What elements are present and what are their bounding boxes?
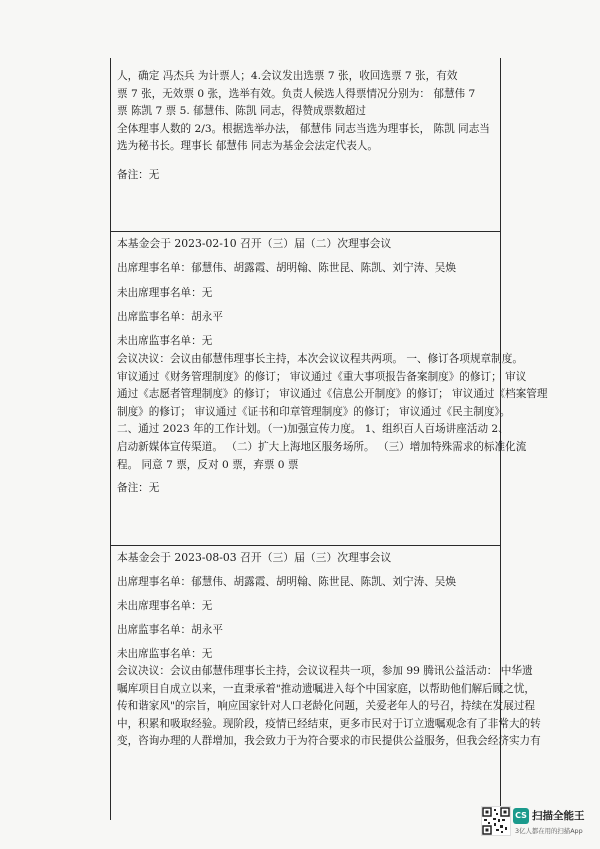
text-line: 变，咨询办理的人群增加，我会致力于为符合要求的市民提供公益服务，但我会经济实力有 [117,735,541,748]
scanner-tagline: 3亿人都在用的扫描App [515,827,583,835]
text-line: 传和谐家风"的宗旨，响应国家针对人口老龄化问题，关爱老年人的号召，持续在发展过程 [117,700,536,713]
text-line: 全体理事人数的 2/3。根据选举办法， 郁慧伟 同志当选为理事长， 陈凯 同志当 [117,122,490,135]
resolution-text [117,351,548,474]
camscanner-logo-icon: CS [513,808,529,824]
text-line: 中，积累和吸取经验。现阶段，疫情已经结束，更多市民对于订立遗嘱观念有了非常大的转 [117,717,541,730]
attending-directors: 出席理事名单：郁慧伟、胡露霞、胡明翰、陈世昆、陈凯、刘宁涛、吴焕 [117,262,456,274]
text-line: 票 陈凯 7 票 5. 郁慧伟、陈凯 同志，得赞成票数超过 [117,105,366,118]
text-line: 嘱库项目自成立以来，一直秉承着"推动遗嘱进入每个中国家庭，以帮助他们解后顾之忧， [117,682,536,695]
row-divider [110,545,500,546]
text-line: 会议决议：会议由郁慧伟理事长主持，本次会议议程共两项。 一、修订各项规章制度。 [117,353,523,365]
resolution-text [117,663,541,751]
text-line: 程。 同意 7 票，反对 0 票，弃票 0 票 [117,458,299,471]
text-line: 制度》的修订； 审议通过《证书和印章管理制度》的修订； 审议通过《民主制度》。 [117,405,511,418]
text-line: 通过《志愿者管理制度》的修订； 审议通过《信息公开制度》的修订； 审议通过《档案管理 [117,388,548,401]
remarks: 备注：无 [117,169,160,181]
text-line: 会议决议：会议由郁慧伟理事长主持，会议议程共一项，参加 99 腾讯公益活动： 中华遗 [117,665,533,677]
row-divider [110,231,500,232]
absent-directors: 未出席理事名单：无 [117,287,213,299]
attending-directors: 出席理事名单：郁慧伟、胡露霞、胡明翰、陈世昆、陈凯、刘宁涛、吴焕 [117,576,456,588]
election-results-text [117,68,498,156]
absent-supervisors: 未出席监事名单：无 [117,335,213,347]
attending-supervisors: 出席监事名单：胡永平 [117,311,223,323]
text-line: 启动新媒体宣传渠道。 （二）扩大上海地区服务场所。 （三）增加特殊需求的标准化流 [117,440,527,453]
meeting-heading: 本基金会于 2023-08-03 召开（三）届（三）次理事会议 [117,551,392,564]
text-line: 人，确定 冯杰兵 为计票人；4.会议发出选票 7 张，收回选票 7 张，有效 [117,70,458,82]
qr-code-icon [481,806,511,836]
absent-directors: 未出席理事名单：无 [117,600,213,612]
scanner-app-name: 扫描全能王 [532,810,585,822]
text-line: 审议通过《财务管理制度》的修订； 审议通过《重大事项报告备案制度》的修订； 审议 [117,370,527,383]
remarks: 备注：无 [117,482,160,494]
text-line: 票 7 张，无效票 0 张，选举有效。负责人候选人得票情况分别为： 郁慧伟 7 [117,87,476,100]
text-line: 选为秘书长。理事长 郁慧伟 同志为基金会法定代表人。 [117,140,378,153]
text-line: 二、通过 2023 年的工作计划。（一)加强宣传力度。 1、组织百人百场讲座活动 2、 [117,423,509,436]
meeting-heading: 本基金会于 2023-02-10 召开（三）届（二）次理事会议 [117,237,392,250]
attending-supervisors: 出席监事名单：胡永平 [117,624,223,636]
absent-supervisors: 未出席监事名单：无 [117,648,213,660]
